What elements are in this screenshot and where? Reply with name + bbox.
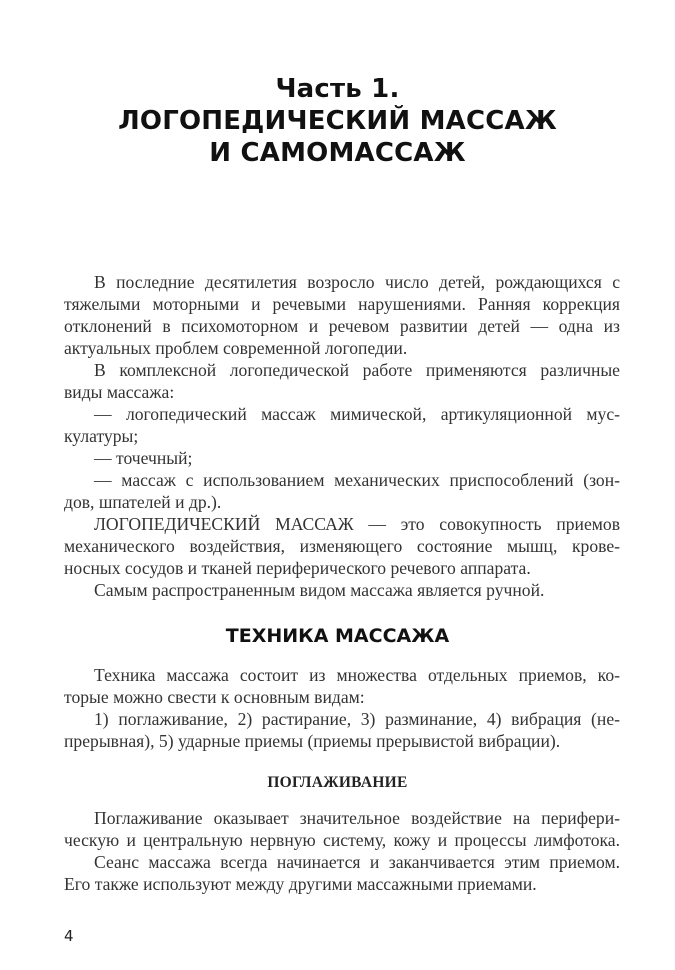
text-line: отклонений в психомоторном и речевом развитии детей — одна из — [64, 316, 620, 336]
text-line: В последние десятилетия возросло число детей, рождающихся с — [94, 272, 620, 292]
text-line: Его также используют между другими массажными приемами. — [64, 874, 537, 894]
text-line: Сеанс массажа всегда начинается и заканчивается этим приемом. — [94, 852, 620, 872]
section-heading: ТЕХНИКА МАССАЖА — [225, 625, 450, 647]
text-line: Самым распространенным видом массажа является ручной. — [94, 580, 545, 600]
text-line: торые можно свести к основным видам: — [64, 687, 365, 707]
text-line: дов, шпателей и др.). — [64, 492, 222, 512]
text-line: ЛОГОПЕДИЧЕСКИЙ МАССАЖ — это совокупность приемов — [94, 514, 620, 534]
text-line: механического воздействия, изменяющего состояние мышц, крове- — [64, 536, 620, 556]
text-line: — массаж с использованием механических приспособлений (зон- — [94, 470, 620, 490]
text-line: — точечный; — [94, 448, 193, 468]
text-line: — логопедический массаж мимической, артикуляционной мус- — [94, 404, 620, 424]
text-line: виды массажа: — [64, 382, 175, 402]
text-line: В комплексной логопедической работе применяются различные — [94, 360, 620, 380]
text-line: актуальных проблем современной логопедии. — [64, 338, 408, 358]
text-line: ческую и центральную нервную систему, кожу и процессы лимфотока. — [64, 830, 620, 850]
text-line: тяжелыми моторными и речевыми нарушениями. Ранняя коррекция — [64, 294, 620, 314]
chapter-title-line-2: И САМОМАССАЖ — [209, 138, 466, 168]
text-line: Поглаживание оказывает значительное воздействие на перифери- — [94, 808, 620, 828]
text-line: прерывная), 5) ударные приемы (приемы прерывистой вибрации). — [64, 731, 561, 751]
text-line: 1) поглаживание, 2) растирание, 3) разминание, 4) вибрация (не- — [94, 709, 620, 729]
subsection-heading: ПОГЛАЖИВАНИЕ — [267, 774, 408, 791]
text-line: кулатуры; — [64, 426, 139, 446]
text-line: носных сосудов и тканей периферического речевого аппарата. — [64, 558, 531, 578]
chapter-title-line-1: ЛОГОПЕДИЧЕСКИЙ МАССАЖ — [118, 106, 557, 136]
text-line: Техника массажа состоит из множества отдельных приемов, ко- — [94, 665, 620, 685]
page-number: 4 — [64, 927, 74, 945]
part-title: Часть 1. — [275, 74, 400, 104]
